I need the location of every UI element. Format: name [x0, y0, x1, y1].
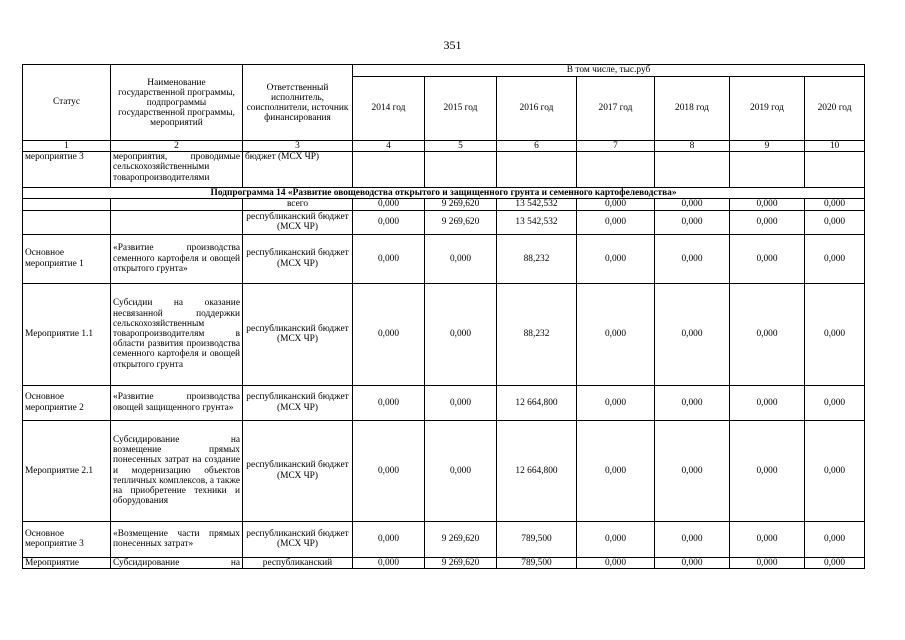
row-value: 0,000	[655, 210, 730, 234]
header-year: 2019 год	[730, 77, 805, 141]
row-value: 0,000	[730, 420, 805, 521]
row-value: 9 269,620	[425, 199, 497, 210]
budget-table	[22, 64, 865, 569]
row-name	[111, 199, 243, 210]
row-executor: всего	[243, 199, 353, 210]
row-value: 0,000	[577, 283, 655, 385]
row-name: Субсидирование на	[111, 557, 243, 568]
row-value: 0,000	[577, 199, 655, 210]
row-executor: республиканский бюджет (МСХ ЧР)	[243, 521, 353, 557]
table-row	[23, 234, 865, 283]
col-number: 4	[353, 141, 425, 152]
column-numbers-row	[23, 141, 865, 152]
row-value: 0,000	[730, 557, 805, 568]
row-status: мероприятие 3	[23, 152, 111, 188]
row-value: 0,000	[805, 210, 865, 234]
row-status	[23, 199, 111, 210]
row-value: 0,000	[730, 521, 805, 557]
row-status	[23, 210, 111, 234]
col-number: 5	[425, 141, 497, 152]
row-executor: республиканский бюджет (МСХ ЧР)	[243, 420, 353, 521]
row-value: 13 542,532	[497, 199, 577, 210]
row-value: 88,232	[497, 283, 577, 385]
row-value: 0,000	[353, 385, 425, 420]
col-number: 7	[577, 141, 655, 152]
row-value: 0,000	[655, 234, 730, 283]
row-value: 0,000	[655, 420, 730, 521]
row-value: 0,000	[577, 234, 655, 283]
header-year: 2015 год	[425, 77, 497, 141]
table-row	[23, 210, 865, 234]
row-value: 0,000	[730, 210, 805, 234]
col-number: 8	[655, 141, 730, 152]
row-value: 0,000	[425, 420, 497, 521]
row-name: «Развитие производства овощей защищенного грунта»	[111, 385, 243, 420]
page-number: 351	[443, 38, 462, 52]
row-value: 0,000	[805, 420, 865, 521]
row-name: Субсидии на оказание несвязанной поддержки сельскохозяйственным товаропроизводителям в области развития производства семенного картофеля и овощей открытого грунта	[111, 283, 243, 385]
row-value: 0,000	[577, 557, 655, 568]
row-value: 0,000	[805, 557, 865, 568]
row-value: 789,500	[497, 521, 577, 557]
row-executor: республиканский бюджет (МСХ ЧР)	[243, 210, 353, 234]
row-value: 0,000	[730, 199, 805, 210]
row-value: 0,000	[353, 210, 425, 234]
row-status: Основное мероприятие 3	[23, 521, 111, 557]
row-status: Мероприятие	[23, 557, 111, 568]
table-row	[23, 557, 865, 568]
row-value: 0,000	[730, 283, 805, 385]
col-number: 10	[805, 141, 865, 152]
table-row	[23, 420, 865, 521]
row-name: «Возмещение части прямых понесенных затрат»	[111, 521, 243, 557]
row-value	[353, 152, 425, 188]
row-value: 0,000	[353, 199, 425, 210]
row-value	[497, 152, 577, 188]
row-value: 9 269,620	[425, 210, 497, 234]
subprogram-title: Подпрограмма 14 «Развитие овощеводства открытого и защищенного грунта и семенного картофелеводства»	[23, 188, 865, 199]
row-name: мероприятия, проводимые сельскохозяйственными товаропроизводителями	[111, 152, 243, 188]
row-executor: республиканский бюджет (МСХ ЧР)	[243, 283, 353, 385]
row-value: 0,000	[353, 234, 425, 283]
col-number: 6	[497, 141, 577, 152]
row-status: Мероприятие 1.1	[23, 283, 111, 385]
row-value	[655, 152, 730, 188]
table-row	[23, 521, 865, 557]
row-value: 0,000	[655, 557, 730, 568]
row-value: 9 269,620	[425, 557, 497, 568]
row-value: 0,000	[353, 557, 425, 568]
row-value: 13 542,532	[497, 210, 577, 234]
row-value	[805, 152, 865, 188]
row-value: 0,000	[655, 521, 730, 557]
row-value: 0,000	[730, 234, 805, 283]
row-executor: республиканский бюджет (МСХ ЧР)	[243, 385, 353, 420]
row-value: 0,000	[655, 283, 730, 385]
col-number: 1	[23, 141, 111, 152]
col-number: 3	[243, 141, 353, 152]
row-value: 0,000	[353, 420, 425, 521]
row-value: 0,000	[577, 420, 655, 521]
row-value: 0,000	[425, 234, 497, 283]
row-name: Субсидирование на возмещение прямых понесенных затрат на создание и модернизацию объектов тепличных комплексов, а также на приобретение техники и оборудования	[111, 420, 243, 521]
row-value: 88,232	[497, 234, 577, 283]
row-value: 12 664,800	[497, 385, 577, 420]
header-year: 2018 год	[655, 77, 730, 141]
header-status: Статус	[23, 65, 111, 141]
row-value: 789,500	[497, 557, 577, 568]
row-value	[730, 152, 805, 188]
row-value: 0,000	[805, 521, 865, 557]
row-value: 0,000	[805, 385, 865, 420]
row-status: Мероприятие 2.1	[23, 420, 111, 521]
row-executor: бюджет (МСХ ЧР)	[243, 152, 353, 188]
subprogram-row	[23, 188, 865, 199]
row-value: 0,000	[577, 385, 655, 420]
row-status: Основное мероприятие 2	[23, 385, 111, 420]
row-value: 0,000	[805, 199, 865, 210]
row-value: 0,000	[353, 521, 425, 557]
table-row	[23, 199, 865, 210]
col-number: 9	[730, 141, 805, 152]
header-year: 2014 год	[353, 77, 425, 141]
row-name	[111, 210, 243, 234]
header-year: 2016 год	[497, 77, 577, 141]
header-name: Наименование государственной программы, подпрограммы государственной программы, мероприятий	[111, 65, 243, 141]
table-row	[23, 385, 865, 420]
table-row	[23, 283, 865, 385]
header-year: 2020 год	[805, 77, 865, 141]
row-value: 0,000	[425, 283, 497, 385]
row-value: 0,000	[805, 283, 865, 385]
row-executor: республиканский бюджет (МСХ ЧР)	[243, 234, 353, 283]
row-value: 0,000	[730, 385, 805, 420]
row-value: 12 664,800	[497, 420, 577, 521]
row-value	[577, 152, 655, 188]
col-number: 2	[111, 141, 243, 152]
row-value: 0,000	[655, 199, 730, 210]
row-executor: республиканский	[243, 557, 353, 568]
row-value: 0,000	[353, 283, 425, 385]
row-value	[425, 152, 497, 188]
table-row	[23, 152, 865, 188]
row-name: «Развитие производства семенного картофеля и овощей открытого грунта»	[111, 234, 243, 283]
row-value: 0,000	[655, 385, 730, 420]
row-value: 0,000	[577, 210, 655, 234]
row-value: 0,000	[577, 521, 655, 557]
header-year: 2017 год	[577, 77, 655, 141]
row-status: Основное мероприятие 1	[23, 234, 111, 283]
header-executor: Ответственный исполнитель, соисполнители, источник финансирования	[243, 65, 353, 141]
header-group: В том числе, тыс.руб	[353, 65, 865, 77]
row-value: 9 269,620	[425, 521, 497, 557]
row-value: 0,000	[425, 385, 497, 420]
row-value: 0,000	[805, 234, 865, 283]
